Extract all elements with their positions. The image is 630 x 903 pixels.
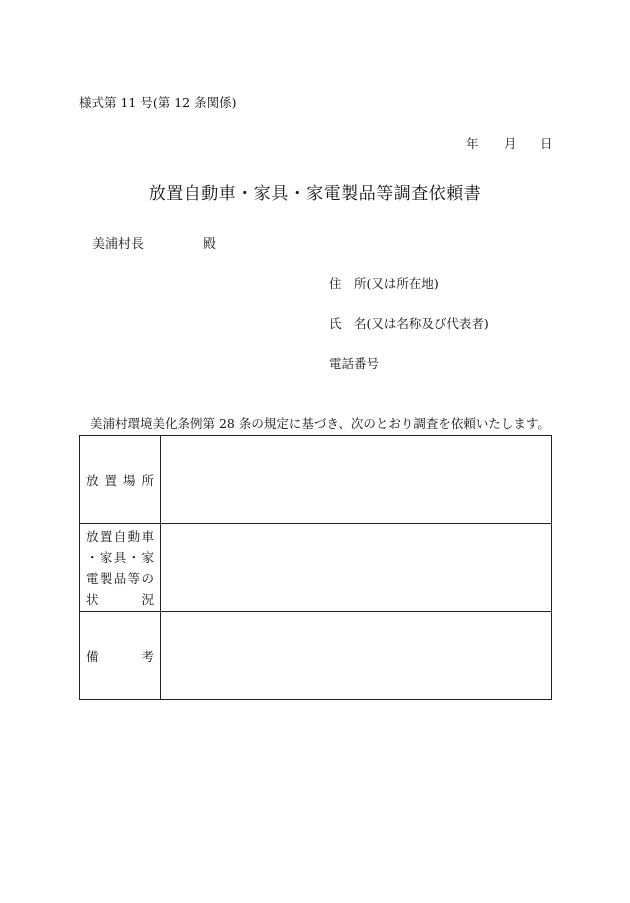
label-char: 自 — [113, 528, 127, 544]
condition-label-cell — [80, 524, 161, 612]
addressee-name: 美浦村長 — [92, 237, 145, 252]
label-char: ・ — [86, 549, 99, 565]
name-field-label: 氏 名(又は名称及び代表者) — [329, 316, 489, 331]
label-char: 放 — [86, 472, 99, 488]
label-char: 所 — [141, 472, 154, 488]
label-char: 況 — [141, 591, 154, 607]
label-char: 場 — [122, 472, 136, 488]
location-label — [80, 471, 160, 489]
date-day: 日 — [540, 136, 553, 151]
remarks-label — [80, 647, 160, 665]
phone-field-label: 電話番号 — [329, 356, 380, 371]
document-title: 放置自動車・家具・家電製品等調査依頼書 — [148, 184, 482, 204]
label-char: 等 — [127, 570, 141, 586]
table-row-condition — [80, 524, 552, 612]
location-label-cell — [80, 436, 161, 524]
condition-label — [80, 526, 160, 610]
address-field-label: 住 所(又は所在地) — [329, 276, 439, 291]
label-char: 家 — [99, 549, 113, 565]
label-char: 置 — [104, 472, 117, 488]
table-row-remarks — [80, 612, 552, 700]
label-char: 車 — [141, 528, 154, 544]
label-char: 置 — [99, 528, 113, 544]
location-input[interactable] — [161, 436, 552, 524]
label-char: 動 — [127, 528, 141, 544]
label-char: 備 — [86, 648, 99, 664]
date-month: 月 — [504, 136, 517, 151]
condition-label-line — [86, 568, 154, 589]
condition-label-line — [86, 526, 154, 547]
condition-label-line — [86, 589, 154, 610]
label-char: 電 — [86, 570, 99, 586]
request-statement: 美浦村環境美化条例第 28 条の規定に基づき、次のとおり調査を依頼いたします。 — [90, 416, 550, 431]
label-char: 具 — [113, 549, 127, 565]
table-row-location — [80, 436, 552, 524]
label-char: ・ — [127, 549, 141, 565]
label-char: 考 — [141, 648, 154, 664]
condition-label-line — [86, 547, 154, 568]
label-char: 放 — [86, 528, 99, 544]
request-details-table — [79, 435, 552, 700]
remarks-label-cell — [80, 612, 161, 700]
condition-input[interactable] — [161, 524, 552, 612]
label-char: 家 — [141, 549, 154, 565]
label-char: 製 — [99, 570, 113, 586]
label-char: 状 — [86, 591, 99, 607]
label-char: 品 — [113, 570, 127, 586]
form-number: 様式第 11 号(第 12 条関係) — [79, 95, 237, 110]
date-year: 年 — [466, 136, 479, 151]
remarks-input[interactable] — [161, 612, 552, 700]
addressee-honorific: 殿 — [203, 237, 217, 252]
label-char: の — [141, 570, 154, 586]
